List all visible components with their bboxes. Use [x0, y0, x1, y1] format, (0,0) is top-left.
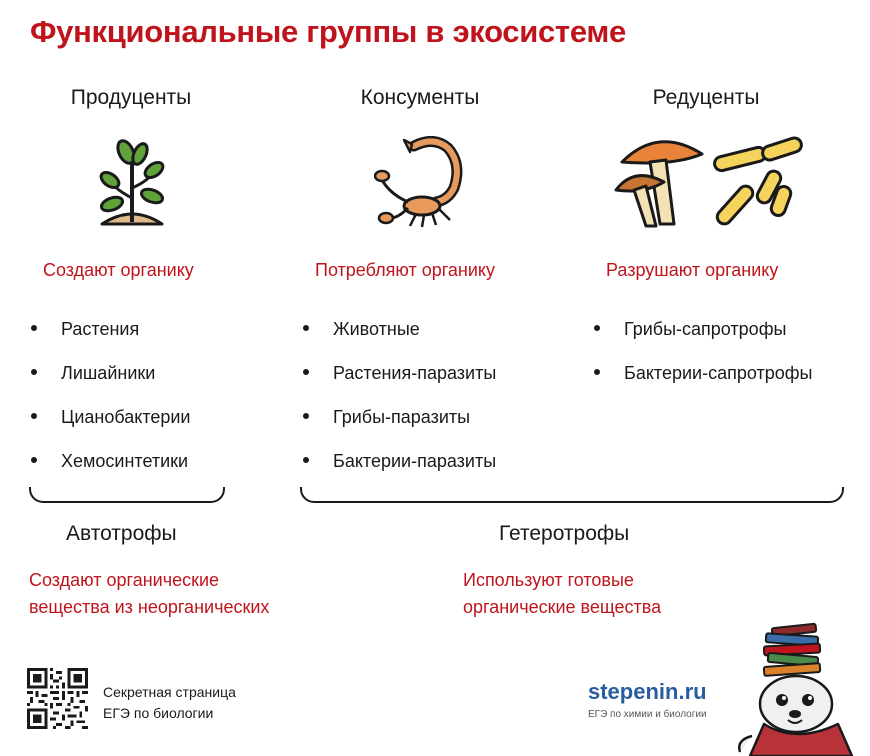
role-consumers: Потребляют органику — [315, 260, 495, 280]
group-autotrophs: Автотрофы — [66, 522, 177, 545]
qr-code-icon[interactable] — [27, 668, 88, 729]
heterotrophs-description: Используют готовые органические вещества — [463, 570, 662, 617]
scorpion-icon — [374, 136, 474, 228]
bullet-icon — [31, 457, 37, 463]
bullet-icon — [594, 369, 600, 375]
list-item: Грибы-сапротрофы — [624, 318, 812, 362]
role-producers: Создают органику — [43, 260, 194, 280]
list-item: Хемосинтетики — [61, 450, 191, 494]
list-item: Растения-паразиты — [333, 362, 496, 406]
list-item: Грибы-паразиты — [333, 406, 496, 450]
mushrooms-and-bacteria-icon — [614, 132, 804, 232]
group-heterotrophs: Гетеротрофы — [499, 522, 630, 545]
producers-list — [61, 318, 191, 494]
bullet-icon — [303, 457, 309, 463]
list-item: Растения — [61, 318, 191, 362]
seal-with-books-mascot-icon — [734, 620, 868, 756]
list-item: Цианобактерии — [61, 406, 191, 450]
heterotrophs-brace — [300, 487, 844, 503]
brand-tagline: ЕГЭ по химии и биологии — [588, 709, 707, 720]
autotrophs-description: Создают органические вещества из неорганических — [29, 570, 270, 617]
list-item: Бактерии-сапротрофы — [624, 362, 812, 406]
consumers-list — [333, 318, 496, 494]
page-title: Функциональные группы в экосистеме — [30, 14, 626, 49]
decomposers-list — [624, 318, 812, 406]
heading-producers: Продуценты — [70, 86, 192, 109]
bullet-icon — [31, 325, 37, 331]
bullet-icon — [303, 325, 309, 331]
heading-consumers: Консументы — [360, 86, 480, 109]
secret-page-caption: Секретная страница ЕГЭ по биологии — [103, 684, 236, 721]
bullet-icon — [31, 413, 37, 419]
autotrophs-brace — [29, 487, 225, 503]
brand-logo-text[interactable]: stepenin.ru — [588, 679, 707, 704]
list-item: Лишайники — [61, 362, 191, 406]
list-item: Бактерии-паразиты — [333, 450, 496, 494]
bullet-icon — [303, 413, 309, 419]
bullet-icon — [31, 369, 37, 375]
bullet-icon — [594, 325, 600, 331]
heading-decomposers: Редуценты — [652, 86, 760, 109]
bullet-icon — [303, 369, 309, 375]
list-item: Животные — [333, 318, 496, 362]
plant-sprout-icon — [96, 138, 168, 230]
role-decomposers: Разрушают органику — [606, 260, 779, 280]
